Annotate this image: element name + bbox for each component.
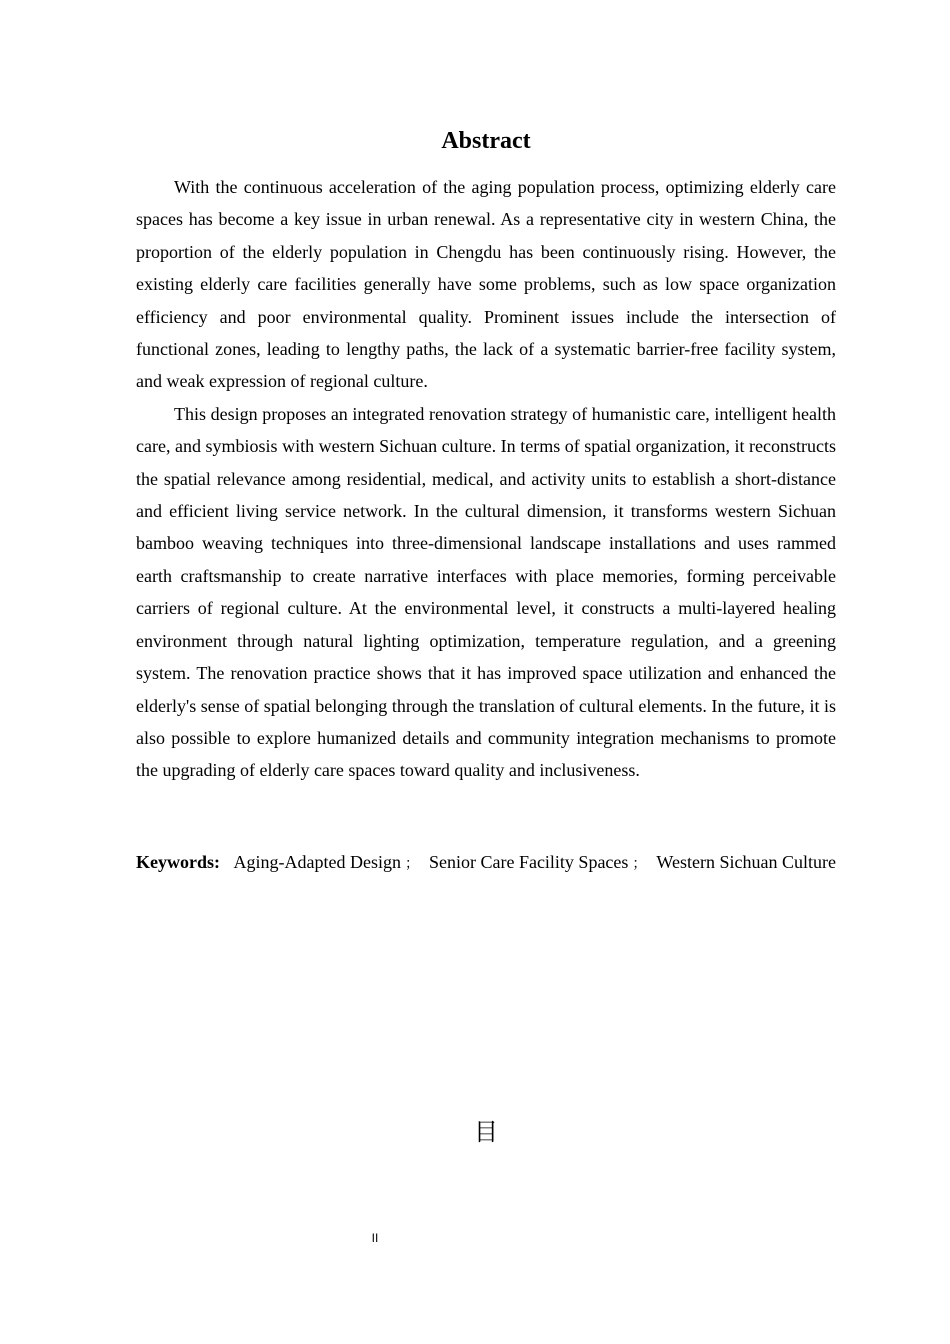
abstract-paragraph-1: With the continuous acceleration of the aging population process, optimizing elderly care spaces has become a key issue in urban renewal. As a representative city in western China, the proportion of the elderly population in Chengdu has been continuously rising. However, the existing elderly care facilities generally have some problems, such as low space organization efficiency and poor environmental quality. Prominent issues include the intersection of functional zones, leading to lengthy paths, the lack of a systematic barrier-free facility system, and weak expression of regional culture. — [136, 177, 836, 392]
page-number: II — [371, 1231, 379, 1245]
abstract-title: Abstract — [441, 128, 531, 154]
keyword-separator-1: ； — [404, 856, 419, 872]
keywords-label: Keywords: — [136, 852, 220, 872]
keyword-2: Senior Care Facility Spaces — [428, 852, 629, 872]
abstract-paragraph-2: This design proposes an integrated renovation strategy of humanistic care, intelligent health care, and symbiosis with western Sichuan culture. In terms of spatial organization, it reconstructs the spatial relevance among residential, medical, and activity units to establish a short-distance and efficient living service network. In the cultural dimension, it transforms western Sichuan bamboo weaving techniques into three-dimensional landscape installations and uses rammed earth craftsmanship to create narrative interfaces with place memories, forming perceivable carriers of regional culture. At the environmental level, it constructs a multi-layered healing environment through natural lighting optimization, temperature regulation, and a greening system. The renovation practice shows that it has improved space utilization and enhanced the elderly's sense of spatial belonging through the translation of cultural elements. In the future, it is also possible to explore humanized details and community integration mechanisms to promote the upgrading of elderly care spaces toward quality and inclusiveness. — [136, 403, 836, 781]
keyword-3: Western Sichuan Culture — [656, 852, 836, 872]
keywords-line — [136, 846, 836, 880]
keyword-separator-2: ； — [632, 856, 647, 872]
toc-heading-glyph: 目 — [474, 1118, 498, 1146]
abstract-body — [136, 171, 836, 787]
keyword-1: Aging-Adapted Design — [233, 852, 401, 872]
